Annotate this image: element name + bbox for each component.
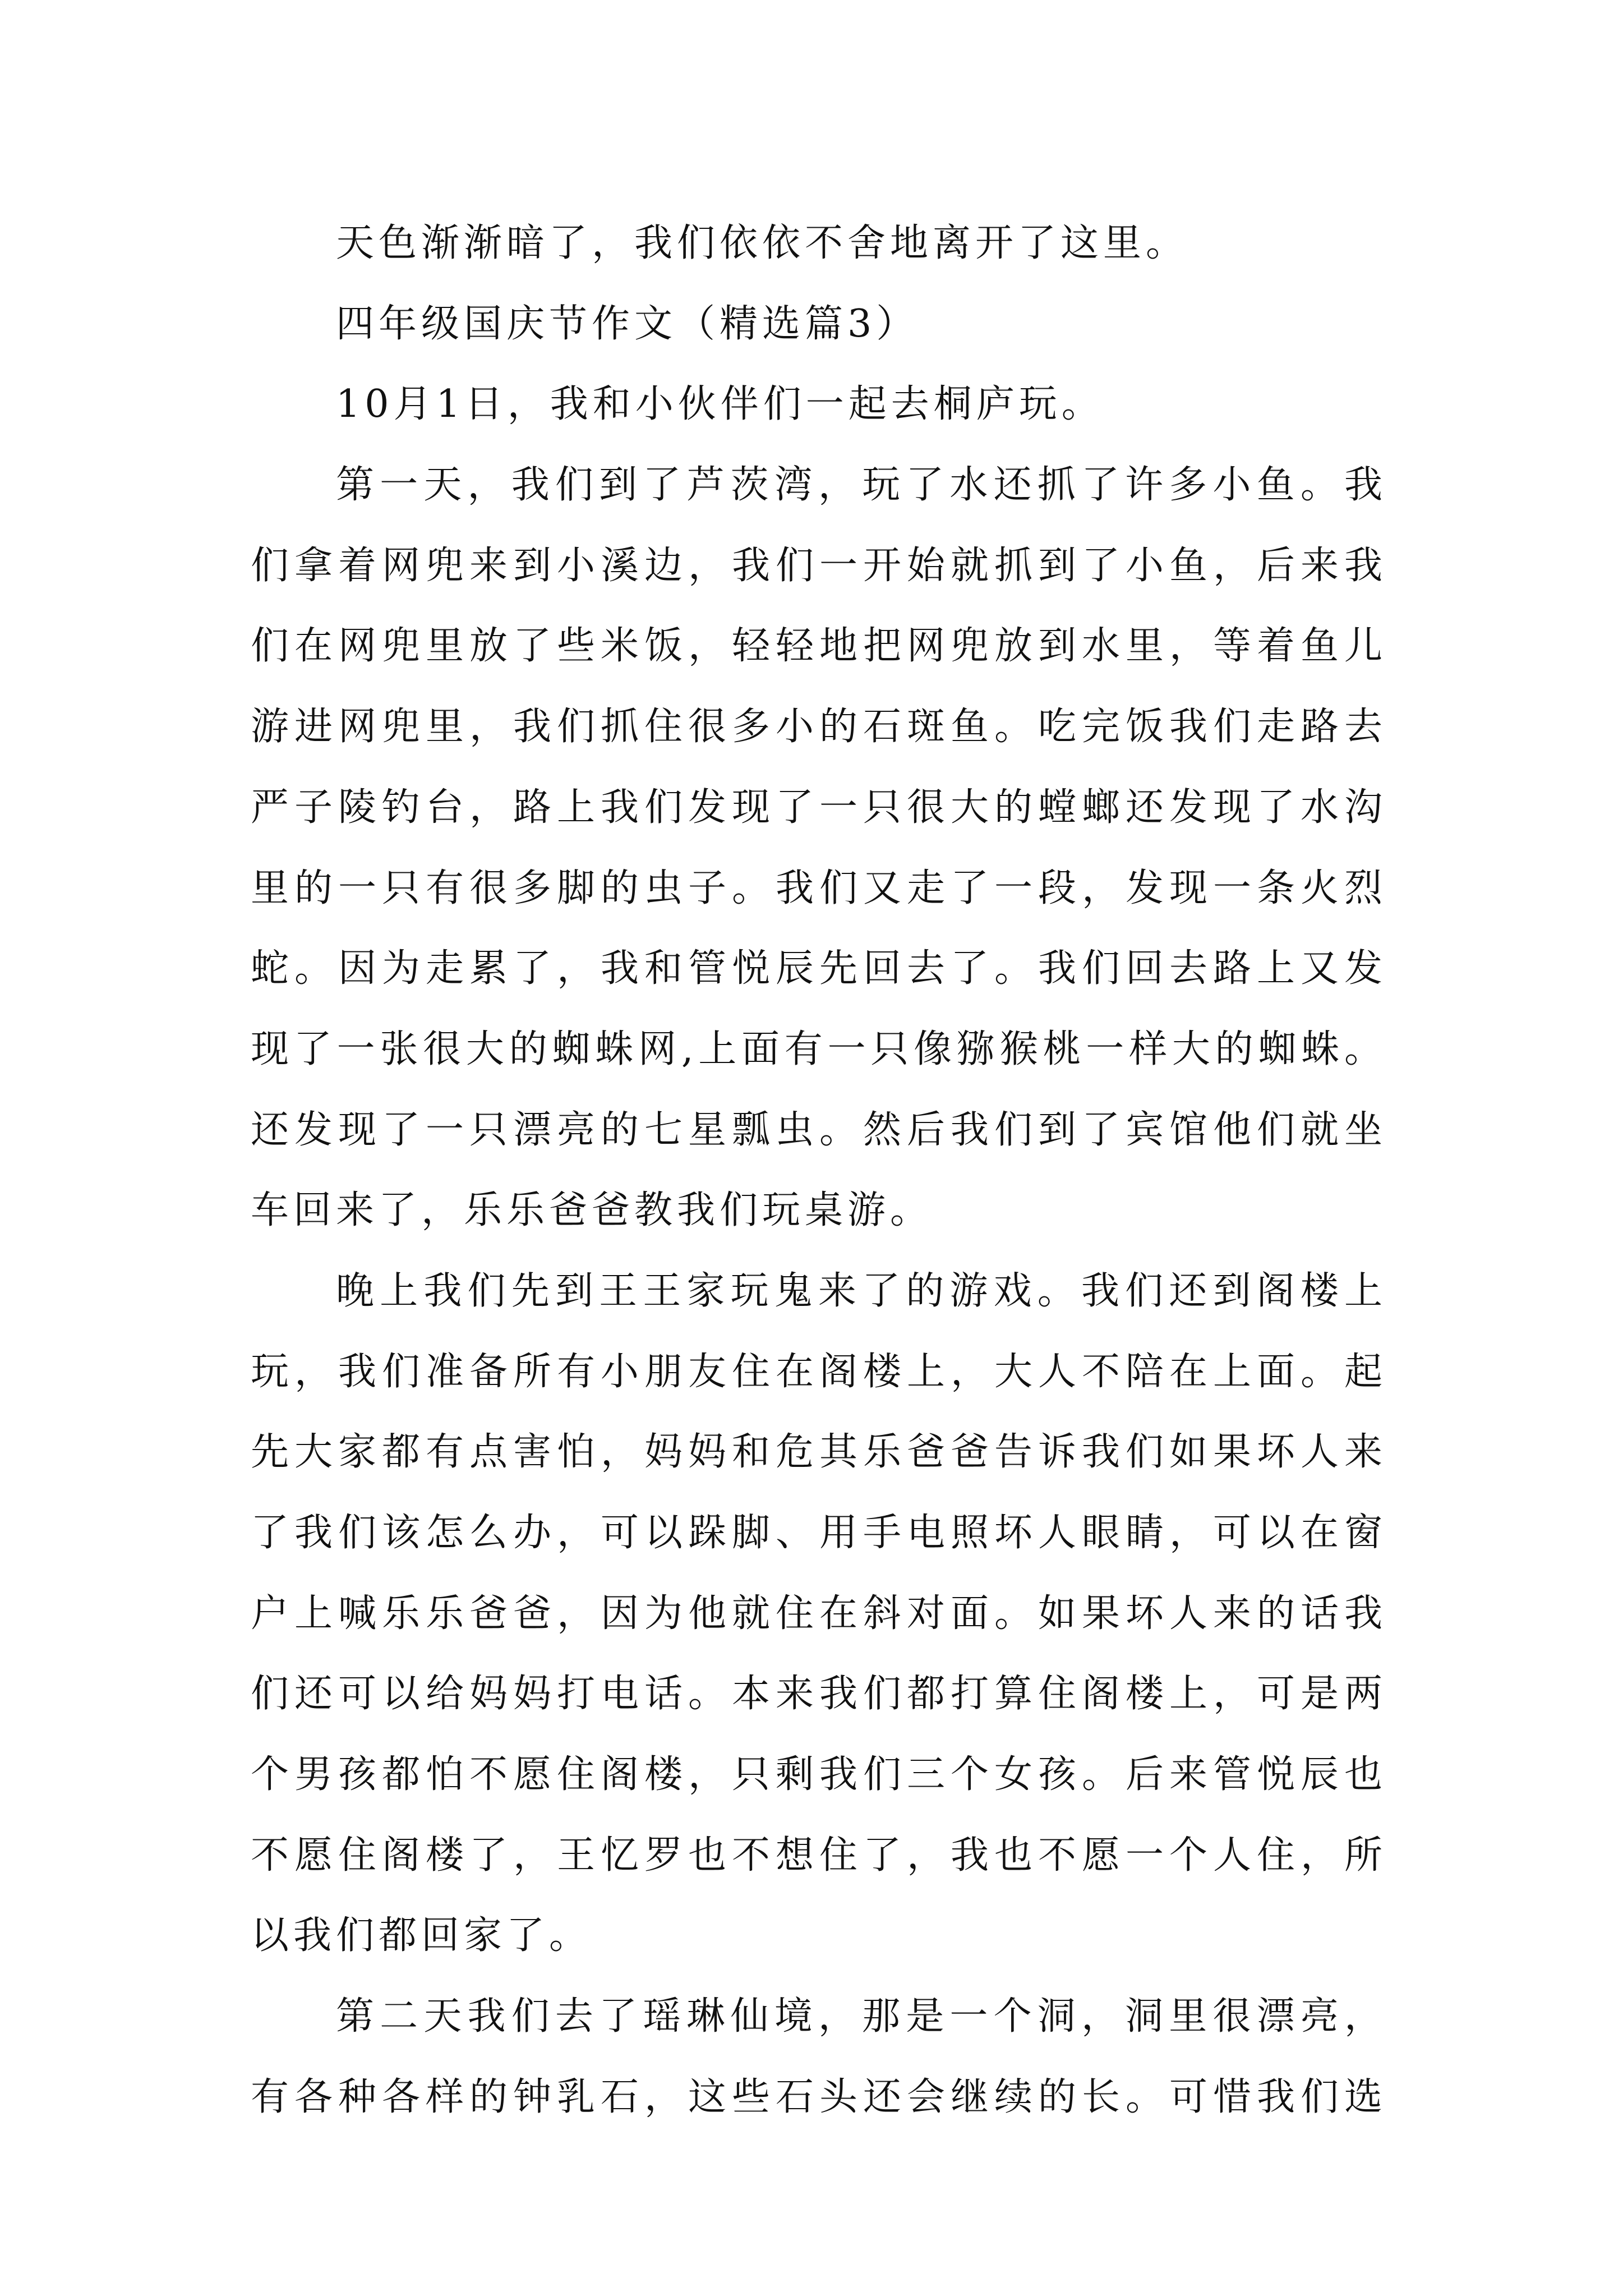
text-line: 晚上我们先到王王家玩鬼来了的游戏。我们还到阁楼上 bbox=[336, 1268, 1387, 1313]
text-line: 以我们都回家了。 bbox=[251, 1913, 592, 1958]
paragraph bbox=[251, 445, 1387, 1251]
text-line: 严子陵钓台，路上我们发现了一只很大的螳螂还发现了水沟 bbox=[251, 785, 1387, 830]
paragraph bbox=[251, 1251, 1387, 1976]
text-line: 第二天我们去了瑶琳仙境，那是一个洞，洞里很漂亮， bbox=[336, 1994, 1387, 2039]
text-line: 天色渐渐暗了，我们依依不舍地离开了这里。 bbox=[336, 221, 1189, 265]
paragraph bbox=[251, 203, 1387, 284]
paragraph bbox=[251, 364, 1387, 445]
heading-text: 四年级国庆节作文（精选篇3） bbox=[336, 301, 919, 346]
text-line: 里的一只有很多脚的虫子。我们又走了一段，发现一条火烈 bbox=[251, 866, 1387, 910]
text-line: 10月1日，我和小伙伴们一起去桐庐玩。 bbox=[336, 382, 1104, 427]
text-line: 们拿着网兜来到小溪边，我们一开始就抓到了小鱼，后来我 bbox=[251, 543, 1387, 588]
text-line: 们还可以给妈妈打电话。本来我们都打算住阁楼上，可是两 bbox=[251, 1672, 1387, 1717]
text-line: 了我们该怎么办，可以跺脚、用手电照坏人眼睛，可以在窗 bbox=[251, 1511, 1387, 1555]
text-line: 先大家都有点害怕，妈妈和危其乐爸爸告诉我们如果坏人来 bbox=[251, 1430, 1387, 1475]
document-body bbox=[251, 203, 1387, 2138]
text-line: 现了一张很大的蜘蛛网,上面有一只像猕猴桃一样大的蜘蛛。 bbox=[251, 1027, 1387, 1071]
text-line: 还发现了一只漂亮的七星瓢虫。然后我们到了宾馆他们就坐 bbox=[251, 1107, 1387, 1152]
text-line: 车回来了，乐乐爸爸教我们玩桌游。 bbox=[251, 1188, 933, 1233]
text-line: 不愿住阁楼了，王忆罗也不想住了，我也不愿一个人住，所 bbox=[251, 1833, 1387, 1878]
text-line: 户上喊乐乐爸爸，因为他就住在斜对面。如果坏人来的话我 bbox=[251, 1591, 1387, 1636]
paragraph bbox=[251, 1976, 1387, 2137]
section-heading bbox=[251, 284, 1387, 365]
text-line: 第一天，我们到了芦茨湾，玩了水还抓了许多小鱼。我 bbox=[336, 463, 1387, 508]
text-line: 们在网兜里放了些米饭，轻轻地把网兜放到水里，等着鱼儿 bbox=[251, 624, 1387, 669]
text-line: 有各种各样的钟乳石，这些石头还会继续的长。可惜我们选 bbox=[251, 2074, 1387, 2119]
text-line: 个男孩都怕不愿住阁楼，只剩我们三个女孩。后来管悦辰也 bbox=[251, 1752, 1387, 1797]
text-line: 蛇。因为走累了，我和管悦辰先回去了。我们回去路上又发 bbox=[251, 946, 1387, 991]
text-line: 玩，我们准备所有小朋友住在阁楼上，大人不陪在上面。起 bbox=[251, 1349, 1387, 1394]
text-line: 游进网兜里，我们抓住很多小的石斑鱼。吃完饭我们走路去 bbox=[251, 705, 1387, 749]
